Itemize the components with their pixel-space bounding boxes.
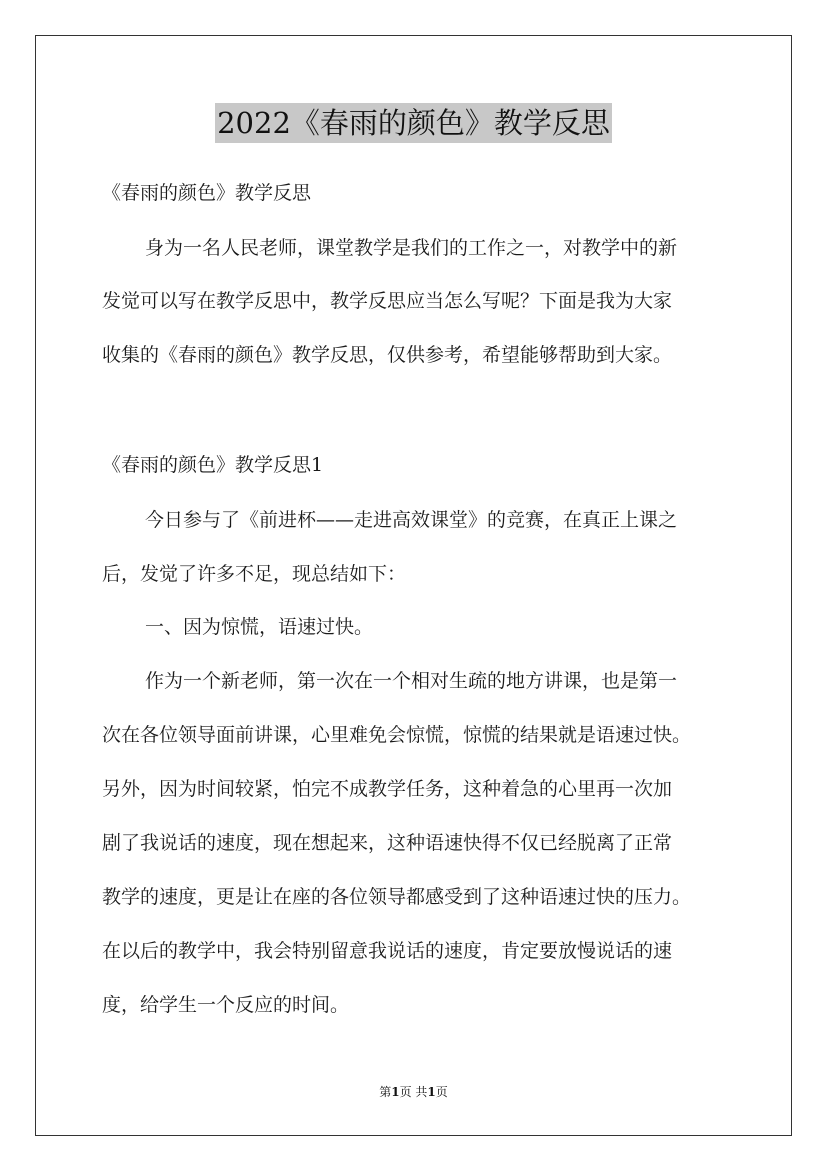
subheading-intro: 《春雨的颜色》教学反思 xyxy=(102,182,312,204)
page-prefix: 第 xyxy=(379,1085,392,1099)
paragraph-line: 后，发觉了许多不足，现总结如下： xyxy=(102,563,407,585)
page-current: 1 xyxy=(391,1085,400,1099)
title-container xyxy=(0,103,827,143)
page-total: 1 xyxy=(427,1085,436,1099)
page-suffix: 页 xyxy=(435,1085,448,1099)
page-footer xyxy=(0,1084,827,1100)
paragraph-line: 另外，因为时间较紧，怕完不成教学任务，这种着急的心里再一次加 xyxy=(102,778,673,800)
paragraph-line: 今日参与了《前进杯——走进高效课堂》的竞赛，在真正上课之 xyxy=(145,509,678,531)
page-mid: 页 共 xyxy=(399,1085,428,1099)
paragraph-line: 剧了我说话的速度，现在想起来，这种语速快得不仅已经脱离了正常 xyxy=(102,832,673,854)
paragraph-line: 作为一个新老师，第一次在一个相对生疏的地方讲课，也是第一 xyxy=(145,670,678,692)
paragraph-line: 收集的《春雨的颜色》教学反思，仅供参考，希望能够帮助到大家。 xyxy=(102,344,673,366)
document-title: 2022《春雨的颜色》教学反思 xyxy=(215,103,612,143)
subheading-reflection-1: 《春雨的颜色》教学反思1 xyxy=(102,454,324,476)
paragraph-line: 身为一名人民老师，课堂教学是我们的工作之一，对教学中的新 xyxy=(145,237,678,259)
paragraph-line: 度，给学生一个反应的时间。 xyxy=(102,994,350,1016)
paragraph-line: 教学的速度，更是让在座的各位领导都感受到了这种语速过快的压力。 xyxy=(102,886,692,908)
section-heading: 一、因为惊慌，语速过快。 xyxy=(145,616,374,638)
paragraph-line: 发觉可以写在教学反思中，教学反思应当怎么写呢？下面是我为大家 xyxy=(102,290,673,312)
paragraph-line: 次在各位领导面前讲课，心里难免会惊慌，惊慌的结果就是语速过快。 xyxy=(102,724,692,746)
paragraph-line: 在以后的教学中，我会特别留意我说话的速度，肯定要放慢说话的速 xyxy=(102,940,673,962)
